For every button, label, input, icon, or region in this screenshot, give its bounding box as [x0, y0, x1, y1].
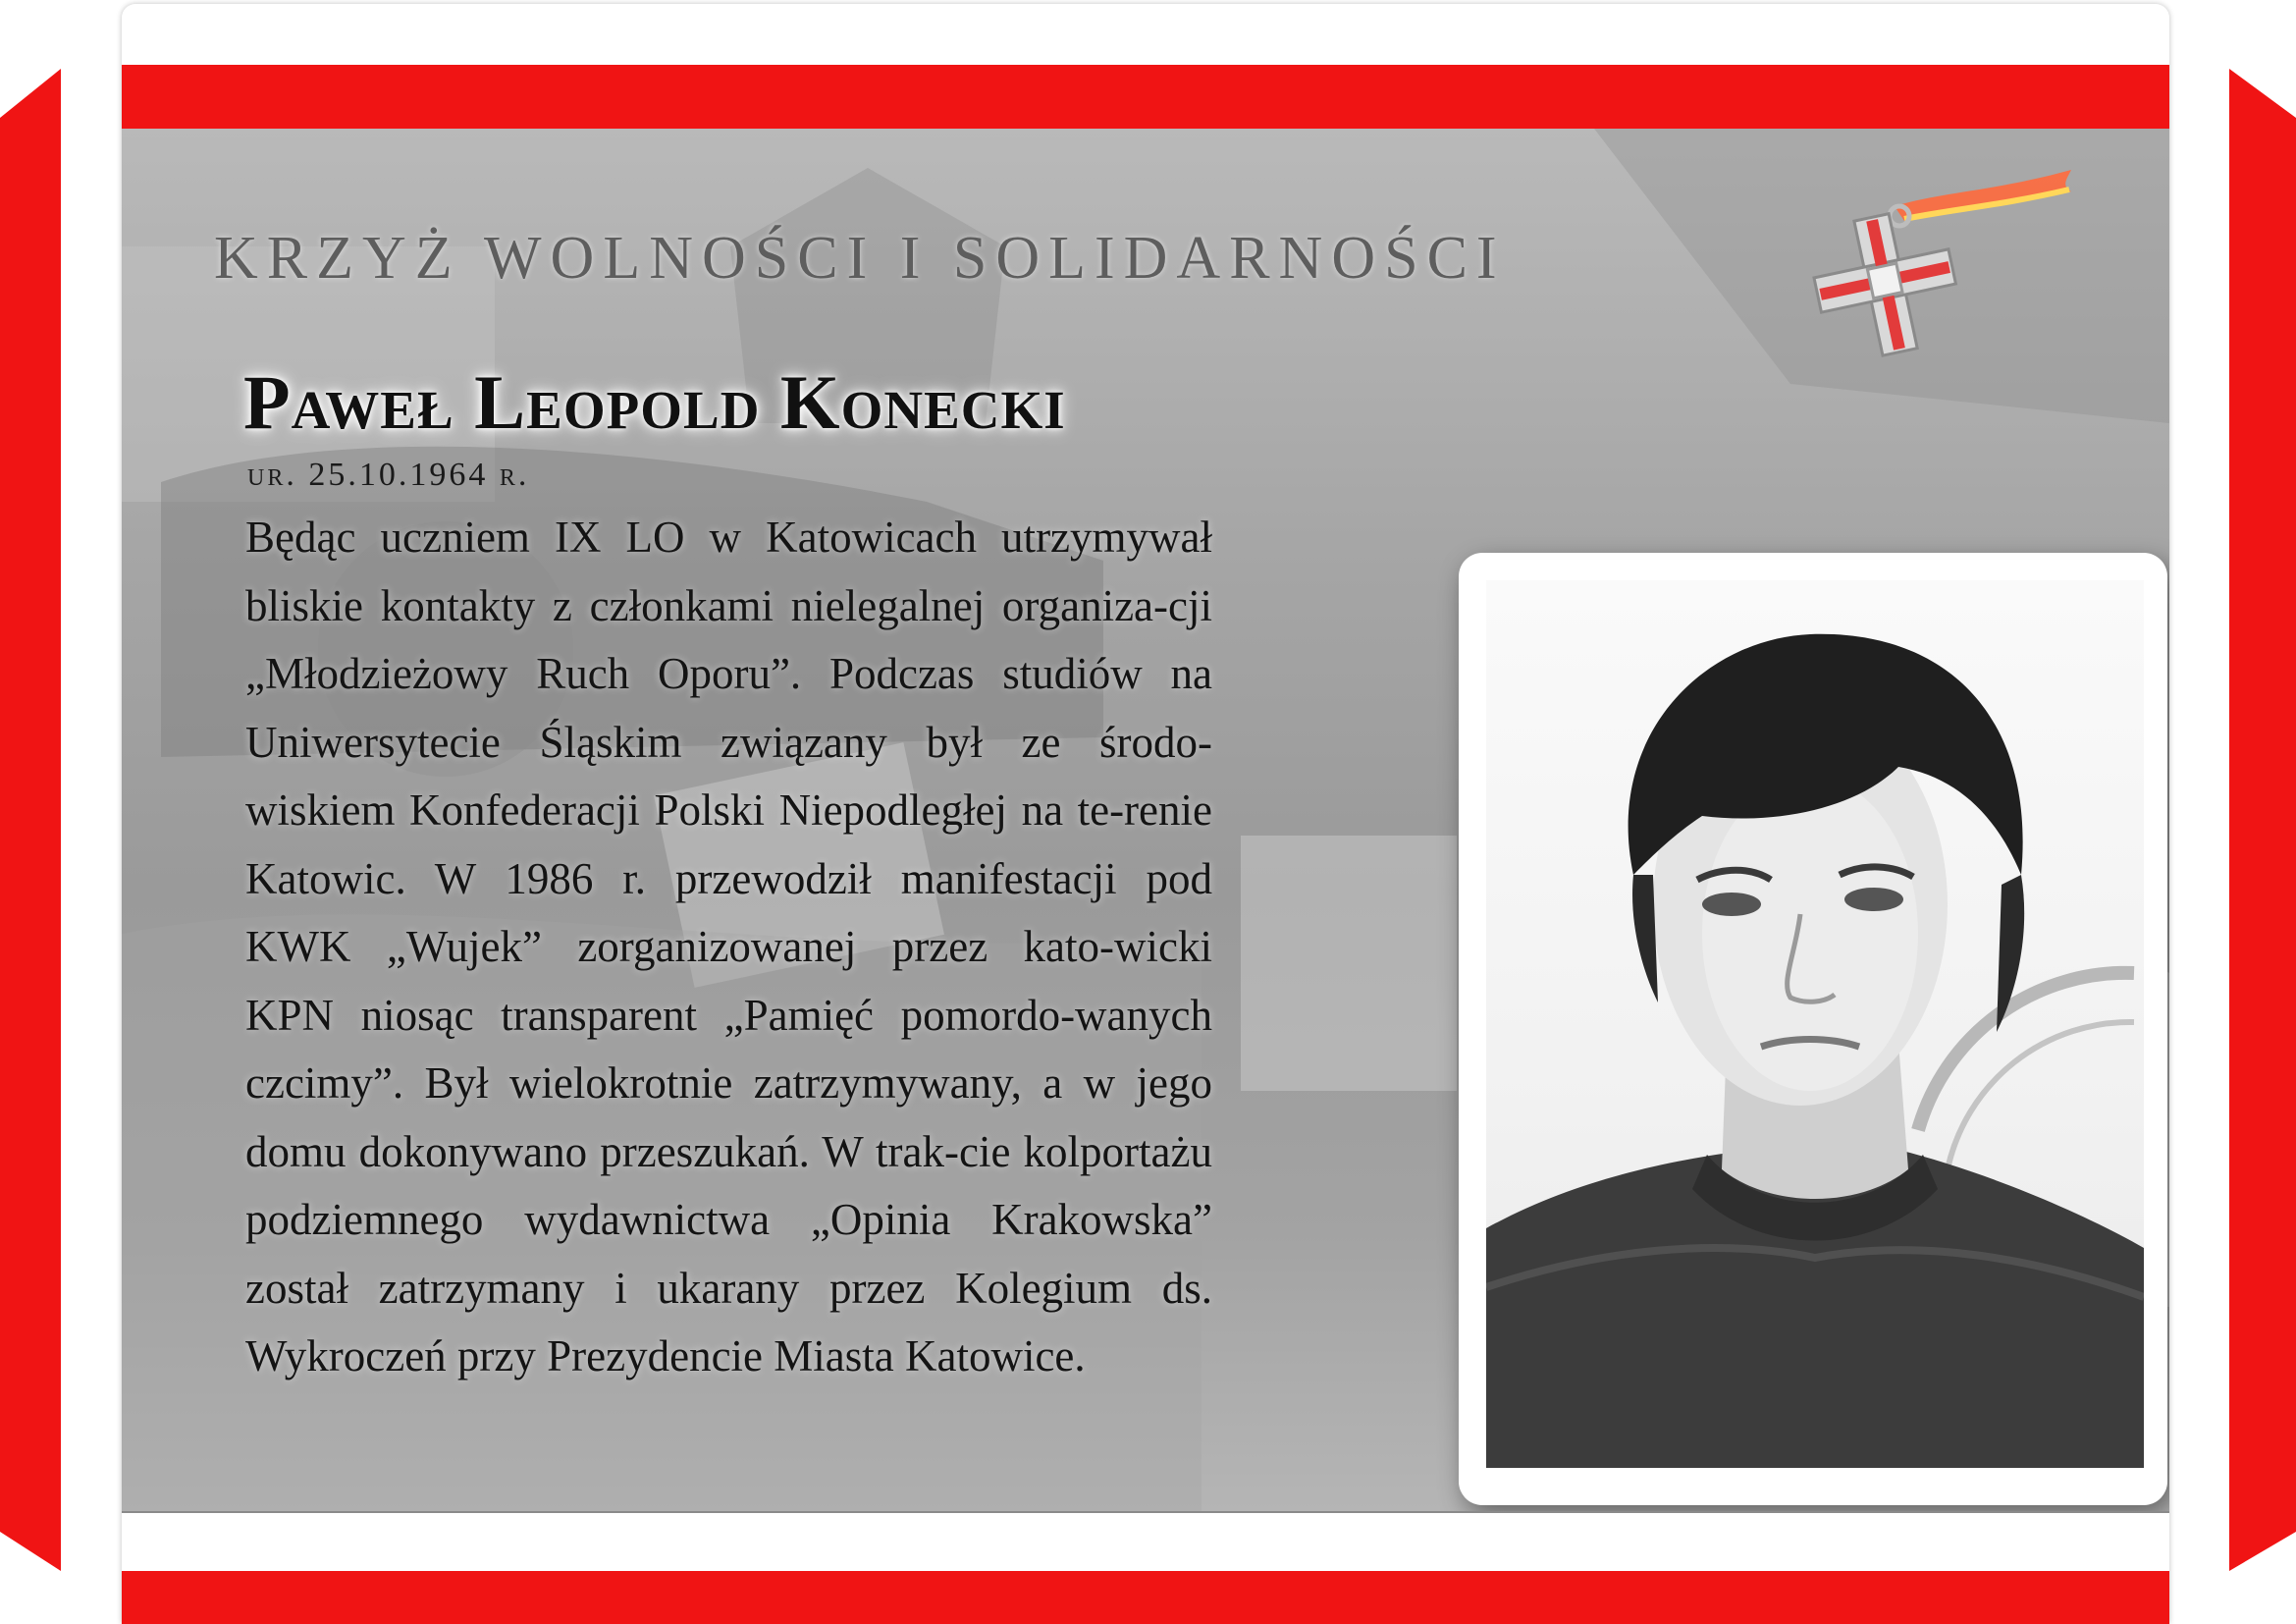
- cross-medal-icon: [1777, 162, 2081, 368]
- birth-date: ur. 25.10.1964 r.: [247, 457, 530, 493]
- left-red-border: [0, 0, 128, 1624]
- portrait-photo: [1486, 580, 2144, 1468]
- bottom-red-band: [122, 1571, 2169, 1624]
- top-red-band: [122, 65, 2169, 129]
- portrait-frame: [1459, 553, 2167, 1505]
- person-name: Paweł Leopold Konecki: [243, 359, 1066, 445]
- award-title: KRZYŻ WOLNOŚCI I SOLIDARNOŚCI: [214, 225, 1506, 292]
- biography-text: Będąc uczniem IX LO w Katowicach utrzymywał bliskie kontakty z członkami nielegalnej organiza-cji „Młodzieżowy Ruch Oporu”. Podczas studiów na Uniwersytecie Śląskim związany był ze środo-wiskiem Konfederacji Polski Niepodległej na te-renie Katowic. W 1986 r. przewodził manifestacji pod KWK „Wujek” zorganizowanej przez kato-wicki KPN niosąc transparent „Pamięć pomordo-wanych czcimy”. Był wielokrotnie zatrzymywany, a w jego domu dokonywano przeszukań. W trak-cie kolportażu podziemnego wydawnictwa „Opinia Krakowska” został zatrzymany i ukarany przez Kolegium ds. Wykroczeń przy Prezydencie Miasta Katowice.: [245, 513, 1212, 1380]
- right-red-border: [2168, 0, 2296, 1624]
